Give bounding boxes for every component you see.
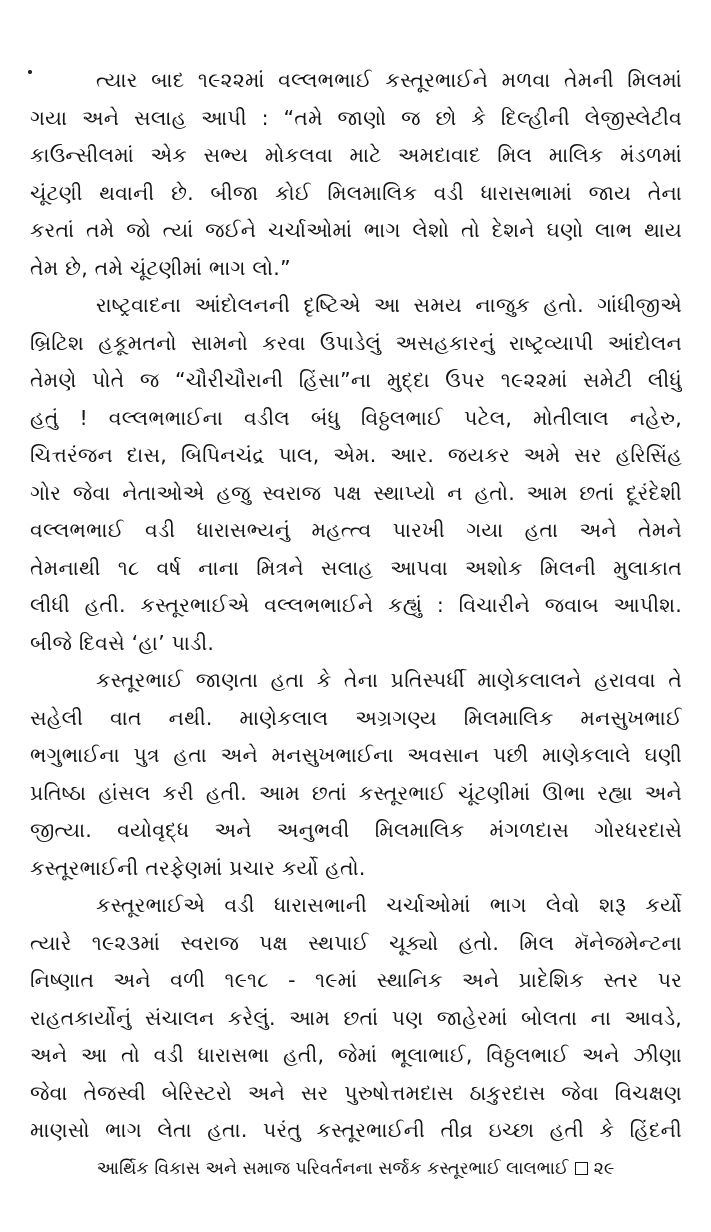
text-line: ચિત્તરંજન દાસ, બિપિનચંદ્ર પાલ, એમ. આર. જયકર અમે સર હરિસિંહ xyxy=(30,443,682,467)
text-line: તેમનાથી ૧૮ વર્ષ નાના મિત્રને સલાહ આપવા અશોક મિલની મુલાકાત xyxy=(30,555,682,580)
paragraph xyxy=(30,62,682,287)
paragraph xyxy=(30,287,682,662)
text-line: તેમ છે, તમે ચૂંટણીમાં ભાગ લો.” xyxy=(30,255,291,280)
square-separator-icon xyxy=(575,1162,588,1175)
text-line: જેવા તેજસ્વી બેરિસ્ટરો અને સર પુરુષોત્તમદાસ ઠાકુરદાસ જેવા વિચક્ષણ xyxy=(30,1080,682,1105)
paragraph xyxy=(30,887,682,1150)
text-line: વલ્લભભાઈ વડી ધારાસભ્યનું મહત્ત્વ પારખી ગયા હતા અને તેમને xyxy=(30,518,682,542)
text-line: રાષ્ટ્રવાદના આંદોલનની દૃષ્ટિએ આ સમય નાજુક હતો. ગાંધીજીએ xyxy=(96,293,682,317)
text-line: કસ્તૂરભાઈ જાણતા હતા કે તેના પ્રતિસ્પર્ધી માણેકલાલને હરાવવા તે xyxy=(96,668,682,692)
text-line: ભગુભાઈના પુત્ર હતા અને મનસુખભાઈના અવસાન પછી માણેકલાલે ઘણી xyxy=(30,743,682,767)
text-line: જીત્યા. વયોવૃદ્ધ અને અનુભવી મિલમાલિક મંગળદાસ ગોરધરદાસે xyxy=(30,818,682,842)
text-line: કસ્તૂરભાઈની તરફેણમાં પ્રચાર કર્યો હતો. xyxy=(30,855,366,880)
text-line: કાઉન્સીલમાં એક સભ્ય મોકલવા માટે અમદાવાદ મિલ માલિક મંડળમાં xyxy=(30,143,682,167)
text-line: બીજે દિવસે ‘હા’ પાડી. xyxy=(30,630,215,655)
text-line: માણસો ભાગ લેતા હતા. પરંતુ કસ્તૂરભાઈની તીવ્ર ઇચ્છા હતી કે હિંદની xyxy=(30,1118,682,1142)
text-line: ગોર જેવા નેતાઓએ હજુ સ્વરાજ પક્ષ સ્થાપ્યો ન હતો. આમ છતાં દૂરંદેશી xyxy=(30,480,682,505)
text-line: તેમણે પોતે જ “ચૌરીચૌરાની હિંસા”ના મુદ્દા ઉપર ૧૯૨૨માં સમેટી લીધું xyxy=(30,368,682,392)
text-line: ત્યાર બાદ ૧૯૨૨માં વલ્લભભાઈ કસ્તૂરભાઈને મળવા તેમની મિલમાં xyxy=(96,68,682,92)
text-line: ત્યારે ૧૯૨૩માં સ્વરાજ પક્ષ સ્થપાઈ ચૂક્યો હતો. મિલ મૅનેજમેન્ટના xyxy=(30,930,682,955)
text-line: બ્રિટિશ હકૂમતનો સામનો કરવા ઉપાડેલું અસહકારનું રાષ્ટ્રવ્યાપી આંદોલન xyxy=(30,330,682,355)
text-line: હતું ! વલ્લભભાઈના વડીલ બંધુ વિઠ્ઠલભાઈ પટેલ, મોતીલાલ નહેરુ, xyxy=(30,405,682,430)
text-line: કરતાં તમે જો ત્યાં જઈને ચર્ચાઓમાં ભાગ લેશો તો દેશને ઘણો લાભ થાય xyxy=(30,218,682,242)
text-line: રાહતકાર્યોનું સંચાલન કરેલું. આમ છતાં પણ જાહેરમાં બોલતા ના આવડે, xyxy=(30,1005,682,1030)
text-line: નિષ્ણાત અને વળી ૧૯૧૮ - ૧૯માં સ્થાનિક અને પ્રાદેશિક સ્તર પર xyxy=(30,968,682,992)
text-line: પ્રતિષ્ઠા હાંસલ કરી હતી. આમ છતાં કસ્તૂરભાઈ ચૂંટણીમાં ઊભા રહ્યા અને xyxy=(30,780,682,805)
text-line: કસ્તૂરભાઈએ વડી ધારાસભાની ચર્ચાઓમાં ભાગ લેવો શરૂ કર્યો xyxy=(96,893,682,917)
page-footer xyxy=(0,1155,711,1183)
text-line: અને આ તો વડી ધારાસભા હતી, જેમાં ભૂલાભાઈ, વિઠ્ઠલભાઈ અને ઝીણા xyxy=(30,1043,682,1067)
text-line: ચૂંટણી થવાની છે. બીજા કોઈ મિલમાલિક વડી ધારાસભામાં જાય તેના xyxy=(30,180,682,205)
running-title: આર્થિક વિકાસ અને સમાજ પરિવર્તનના સર્જક કસ્તૂરભાઈ લાલભાઈ xyxy=(96,1159,569,1179)
body-text xyxy=(30,62,682,1150)
page-number: ૨૯ xyxy=(593,1159,615,1179)
text-line: સહેલી વાત નથી. માણેકલાલ અગ્રગણ્ય મિલમાલિક મનસુખભાઈ xyxy=(30,705,682,730)
paragraph xyxy=(30,662,682,887)
text-line: લીધી હતી. કસ્તૂરભાઈએ વલ્લભભાઈને કહ્યું : વિચારીને જવાબ આપીશ. xyxy=(30,593,682,617)
text-line: ગયા અને સલાહ આપી : “તમે જાણો જ છો કે દિલ્હીની લેજીસ્લેટીવ xyxy=(30,105,682,130)
